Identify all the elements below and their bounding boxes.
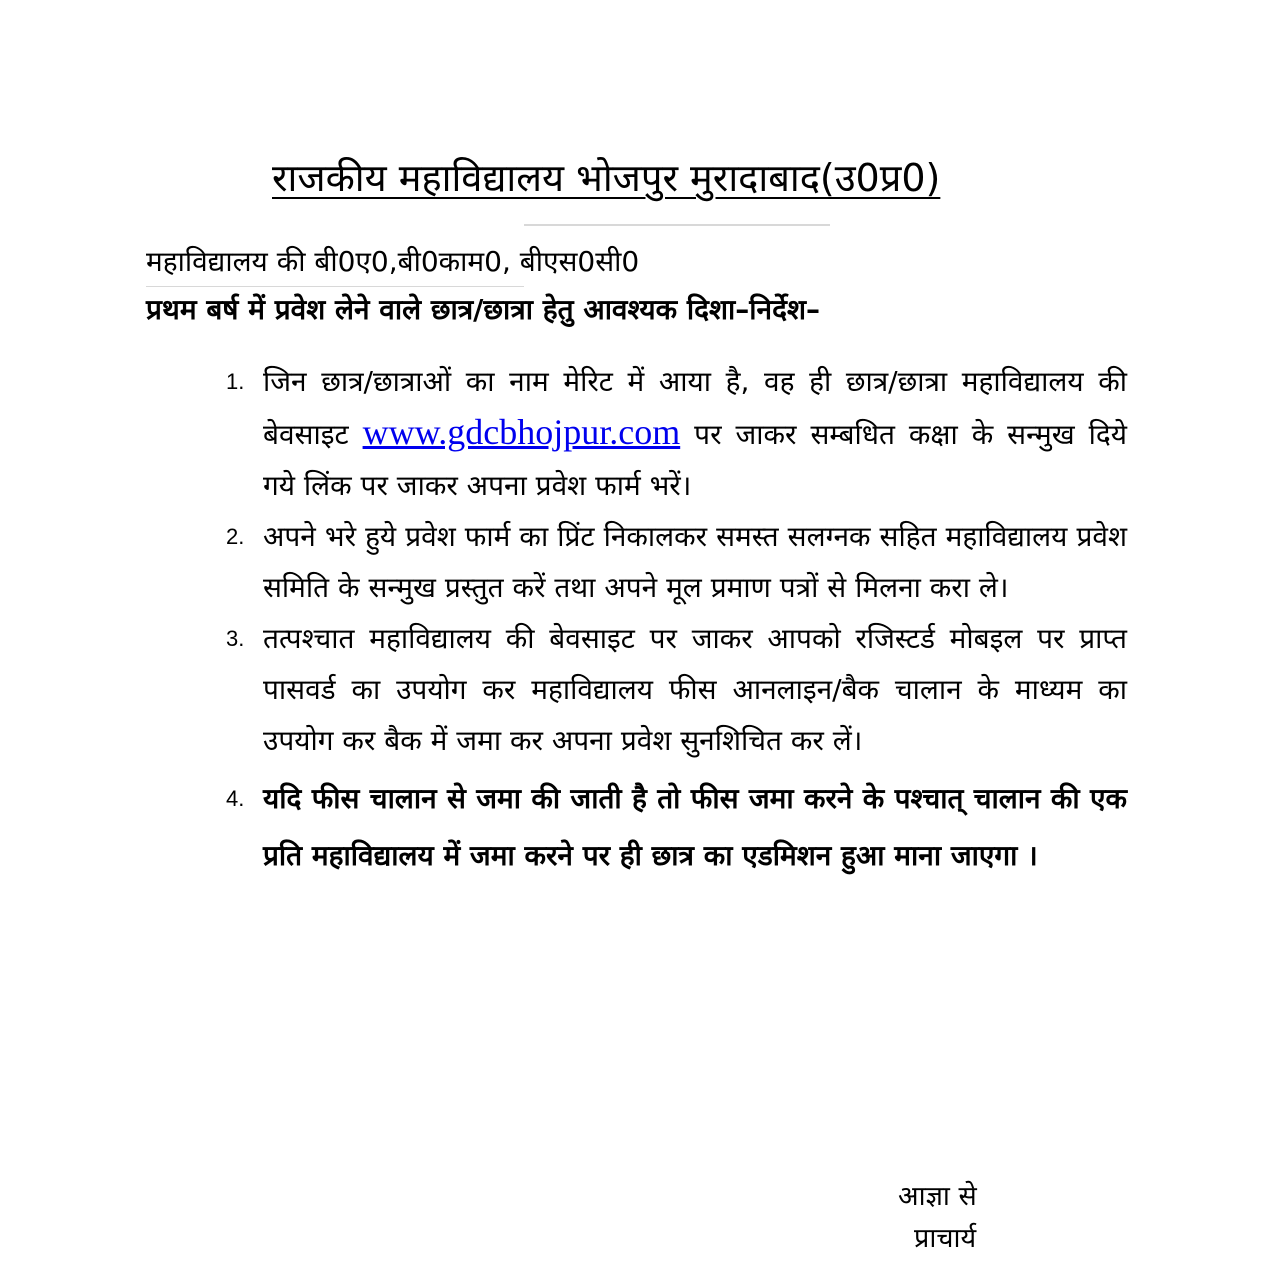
instruction-item-3	[222, 613, 1127, 766]
subtitle-divider	[146, 286, 524, 287]
instruction-number-2: 2.	[226, 524, 245, 549]
instruction-text-4: यदि फीस चालान से जमा की जाती है तो फीस जमा करने के पश्चात् चालान की एक प्रति महाविद्यालय में जमा करने पर ही छात्र का एडमिशन हुआ माना जाएगा ।	[263, 782, 1127, 872]
instruction-text-3: तत्पश्चात महाविद्यालय की बेवसाइट पर जाकर आपको रजिस्टर्ड मोबइल पर प्राप्त पासवर्ड का उपयोग कर महाविद्यालय फीस आनलाइन/बैक चालान के माध्यम का उपयोग कर बैक में जमा कर अपना प्रवेश सुनशिचित कर लें।	[263, 622, 1127, 757]
instruction-number-4: 4.	[226, 786, 245, 811]
document-title: राजकीय महाविद्यालय भोजपुर मुरादाबाद(उ0प्र0)	[272, 156, 941, 200]
instruction-number-1: 1.	[226, 369, 245, 394]
instructions-list	[222, 356, 1127, 884]
instruction-number-3: 3.	[226, 626, 245, 651]
title-divider	[524, 224, 830, 226]
instruction-item-4	[222, 770, 1127, 884]
college-website-link[interactable]: www.gdcbhojpur.com	[362, 412, 681, 452]
instruction-item-2	[222, 511, 1127, 613]
instruction-text-1a: जिन छात्र/छात्राओं का नाम मेरिट में आया है, वह ही छात्र/छात्रा महाविद्यालय की बेवसाइट	[263, 365, 1127, 451]
instruction-text-2: अपने भरे हुये प्रवेश फार्म का प्रिंट निकालकर समस्त सलग्नक सहित महाविद्यालय प्रवेश समिति के सन्मुख प्रस्तुत करें तथा अपने मूल प्रमाण पत्रों से मिलना करा ले।	[263, 520, 1127, 604]
signature-principal: प्राचार्य	[914, 1223, 977, 1254]
signature-block	[898, 1176, 977, 1260]
subtitle-courses: महाविद्यालय की बी0ए0,बी0काम0, बीएस0सी0	[146, 245, 640, 278]
instruction-text-1b: पर जाकर सम्बधित कक्षा के सन्मुख दिये गये लिंक पर जाकर अपना प्रवेश फार्म भरें।	[263, 418, 1127, 502]
subtitle-instructions-heading: प्रथम बर्ष में प्रवेश लेने वाले छात्र/छात्रा हेतु आवश्यक दिशा–निर्देश–	[146, 293, 821, 326]
signature-order-line: आज्ञा से	[898, 1181, 977, 1212]
instruction-item-1	[222, 356, 1127, 511]
